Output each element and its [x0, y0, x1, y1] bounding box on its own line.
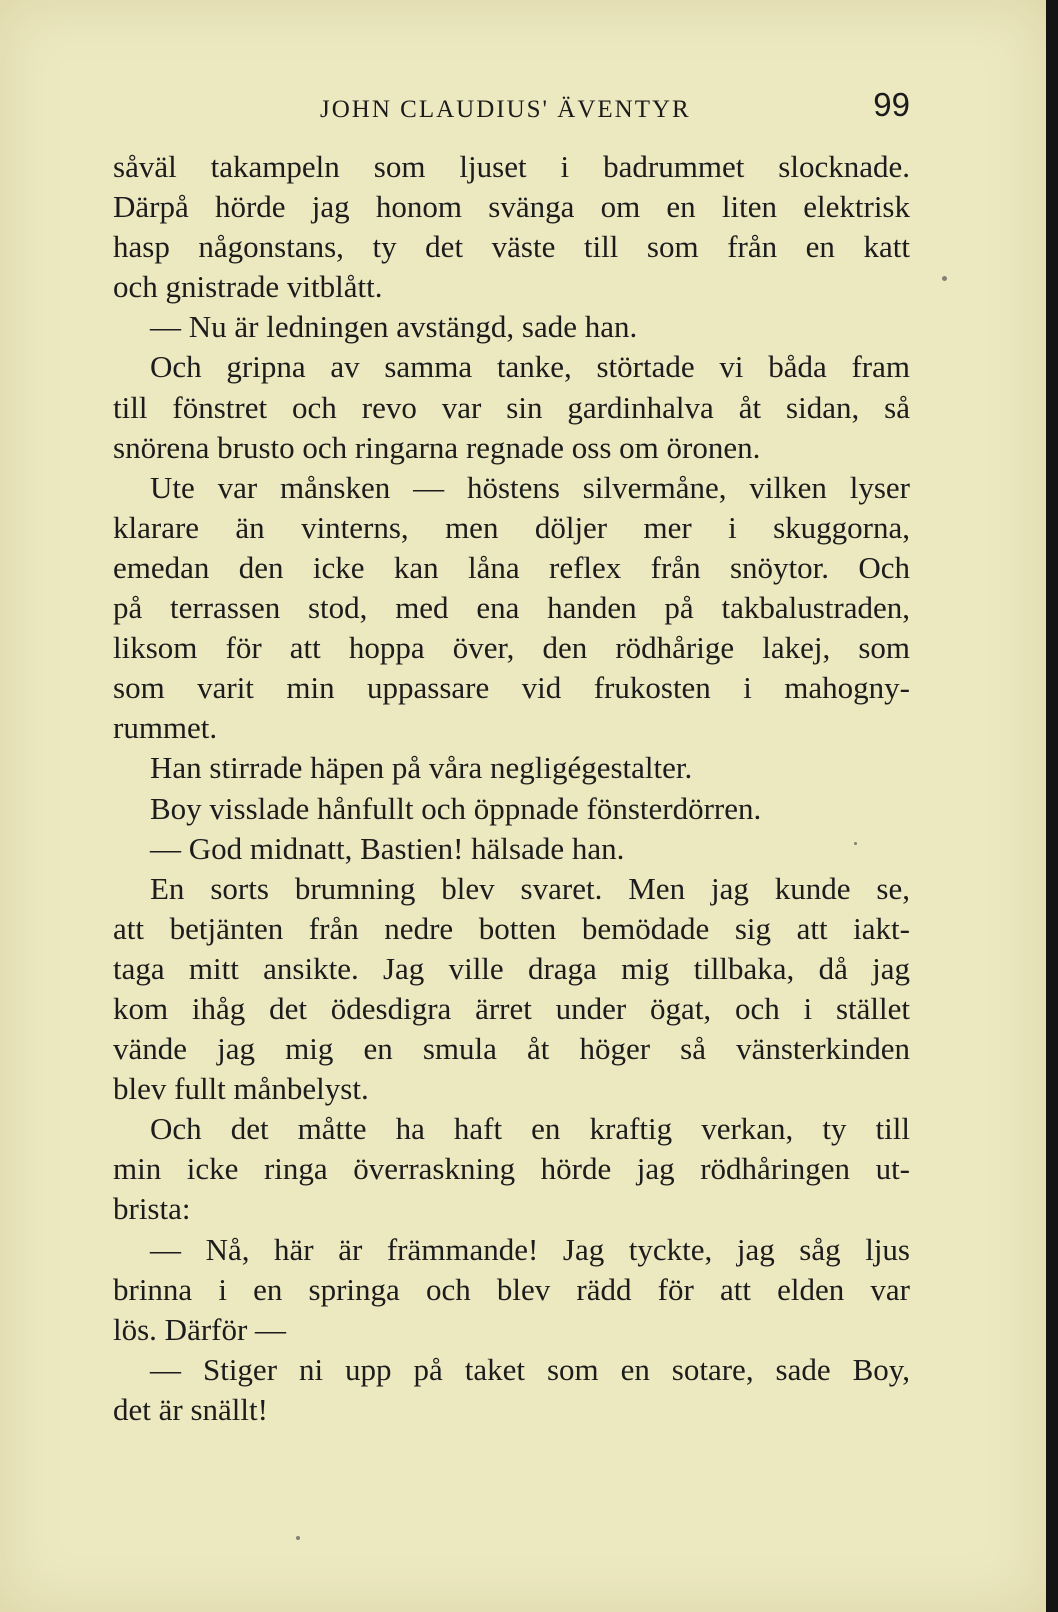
text-line: vände jag mig en smula åt höger så vänsterkinden: [113, 1031, 910, 1067]
text-line: Och gripna av samma tanke, störtade vi båda fram: [150, 349, 910, 385]
text-line: — God midnatt, Bastien! hälsade han.: [150, 830, 625, 866]
text-line: Boy visslade hånfullt och öppnade fönsterdörren.: [150, 790, 762, 826]
page-header: [115, 86, 910, 130]
text-line: kom ihåg det ödesdigra ärret under ögat, och i stället: [113, 990, 910, 1026]
text-line: brista:: [113, 1191, 191, 1227]
page-number: 99: [873, 86, 910, 123]
text-line: rummet.: [113, 710, 218, 746]
text-line: — Nå, här är främmande! Jag tyckte, jag såg ljus: [150, 1231, 910, 1267]
text-line: En sorts brumning blev svaret. Men jag kunde se,: [150, 870, 910, 906]
text-line: min icke ringa överraskning hörde jag rödhåringen ut-: [113, 1151, 910, 1187]
text-line: taga mitt ansikte. Jag ville draga mig tillbaka, då jag: [113, 950, 910, 986]
text-line: såväl takampeln som ljuset i badrummet slocknade.: [113, 149, 910, 184]
body-text: [113, 147, 910, 1430]
text-line: brinna i en springa och blev rädd för att elden var: [113, 1271, 910, 1307]
text-line: lös. Därför —: [113, 1311, 287, 1347]
paper-speck: [854, 842, 857, 845]
text-line: Därpå hörde jag honom svänga om en liten elektrisk: [113, 189, 910, 225]
paper-speck: [296, 1536, 300, 1540]
text-line: snörena brusto och ringarna regnade oss om öronen.: [113, 429, 761, 465]
text-line: som varit min uppassare vid frukosten i mahogny-: [113, 670, 910, 706]
text-line: att betjänten från nedre botten bemödade sig att iakt-: [113, 910, 910, 946]
text-line: — Nu är ledningen avstängd, sade han.: [150, 309, 638, 345]
text-line: hasp någonstans, ty det väste till som från en katt: [113, 229, 910, 265]
text-line: klarare än vinterns, men döljer mer i skuggorna,: [113, 509, 910, 545]
page-edge: [1046, 0, 1058, 1612]
running-title: JOHN CLAUDIUS' ÄVENTYR: [320, 96, 691, 123]
paper-speck: [942, 276, 947, 281]
text-line: Han stirrade häpen på våra negligégestalter.: [150, 750, 693, 786]
text-line: och gnistrade vitblått.: [113, 269, 383, 305]
text-line: på terrassen stod, med ena handen på takbalustraden,: [113, 590, 910, 626]
text-line: det är snällt!: [113, 1391, 268, 1427]
text-line: liksom för att hoppa över, den rödhårige lakej, som: [113, 630, 910, 666]
text-line: emedan den icke kan låna reflex från snöytor. Och: [113, 549, 910, 585]
text-line: Och det måtte ha haft en kraftig verkan, ty till: [150, 1111, 910, 1147]
text-line: till fönstret och revo var sin gardinhalva åt sidan, så: [113, 389, 910, 425]
text-line: Ute var månsken — höstens silvermåne, vilken lyser: [150, 469, 910, 505]
text-line: — Stiger ni upp på taket som en sotare, sade Boy,: [150, 1351, 910, 1387]
text-line: blev fullt månbelyst.: [113, 1071, 369, 1107]
